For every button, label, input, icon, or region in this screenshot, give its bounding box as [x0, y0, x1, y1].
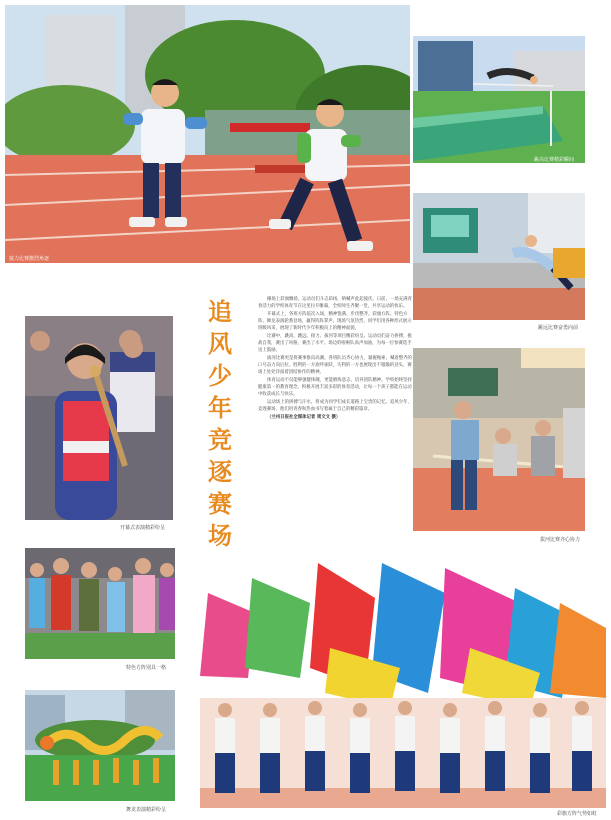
photo-tug-of-war — [413, 348, 585, 531]
long-jump-image — [413, 193, 585, 320]
caption-high-jump: 跳高比赛精彩瞬间 — [534, 157, 575, 163]
caption-flag-parade: 彩旗方阵气势如虹 — [557, 811, 598, 817]
title-char: 追 — [208, 297, 232, 326]
title-char: 竞 — [208, 425, 232, 454]
title-char: 逐 — [208, 457, 232, 486]
article-paragraph: 开幕式上，各班方阵依次入场，精神饱满、步伐整齐。彩旗方阵、特色方阵、舞龙表演轮番登场，赢得阵阵掌声。现场气氛热烈，同学们用各种形式展示班级风采，展现了新时代少年积极向上的精神面貌。 — [258, 312, 412, 331]
photo-high-jump — [413, 36, 585, 163]
title-char: 少 — [208, 361, 232, 390]
caption-costume-parade: 特色方阵别具一格 — [126, 665, 167, 671]
hero-running-image — [5, 5, 410, 263]
article-paragraph: 拔河比赛更是将赛事推向高潮。各班队员齐心协力，紧握绳索，喊着整齐的口号奋力向后拉。胜利的一方欢呼雀跃，失利的一方也展现出不服输的劲头，赛场上处处洋溢着团结协作的精神。 — [258, 356, 412, 375]
dragon-dance-image — [25, 690, 175, 801]
title-char: 风 — [208, 329, 232, 358]
article-paragraph: 操场上彩旗飘扬，运动员们斗志昂扬，呐喊声此起彼伏。日前，一场充满青春活力的学校体育节在这里拉开帷幕，全校师生齐聚一堂，共享运动的快乐。 — [258, 297, 412, 309]
article-byline: （兰州日报社全媒体记者 周文文 摄） — [267, 415, 341, 420]
girl-opening-image — [25, 316, 173, 520]
title-char: 场 — [208, 521, 232, 550]
article-paragraph: 体育运动不仅能够强健体魄，更能磨炼意志、培养团队精神。学校始终坚持健康第一的教育理念，积极开展丰富多彩的体育活动，让每一个孩子都能在运动中收获成长与快乐。 — [258, 378, 412, 397]
photo-flag-parade — [200, 558, 606, 808]
caption-hero-running: 接力比赛激烈角逐 — [9, 256, 50, 262]
flag-parade-image — [200, 558, 606, 808]
caption-dragon-dance: 舞龙表演精彩纷呈 — [126, 807, 167, 813]
photo-girl-opening — [25, 316, 173, 520]
article-body — [258, 296, 414, 422]
caption-girl-opening: 开幕式表演精彩纷呈 — [120, 525, 166, 531]
high-jump-image — [413, 36, 585, 163]
caption-tug-of-war: 拔河比赛齐心协力 — [540, 537, 581, 543]
tug-of-war-image — [413, 348, 585, 531]
photo-costume-parade — [25, 548, 175, 659]
article-paragraph: 比赛中，跳高、跳远、接力、拔河等项目精彩纷呈。运动员们奋力拼搏，挑战自我，赛出了风格，赛出了水平。场边的啦啦队高声加油，为每一位参赛选手送上鼓励。 — [258, 334, 412, 353]
caption-long-jump: 跳远比赛奋勇向前 — [538, 325, 579, 331]
title-char: 赛 — [208, 489, 232, 518]
article-paragraph: 运动场上的拼搏与汗水，将成为同学们成长道路上宝贵的记忆。追风少年，竞逐赛场，他们用青春和热血书写着属于自己的精彩篇章。 — [258, 400, 412, 412]
photo-dragon-dance — [25, 690, 175, 801]
photo-hero-running — [5, 5, 410, 263]
page-title — [203, 296, 237, 552]
title-char: 年 — [208, 393, 232, 422]
photo-long-jump — [413, 193, 585, 320]
costume-parade-image — [25, 548, 175, 659]
